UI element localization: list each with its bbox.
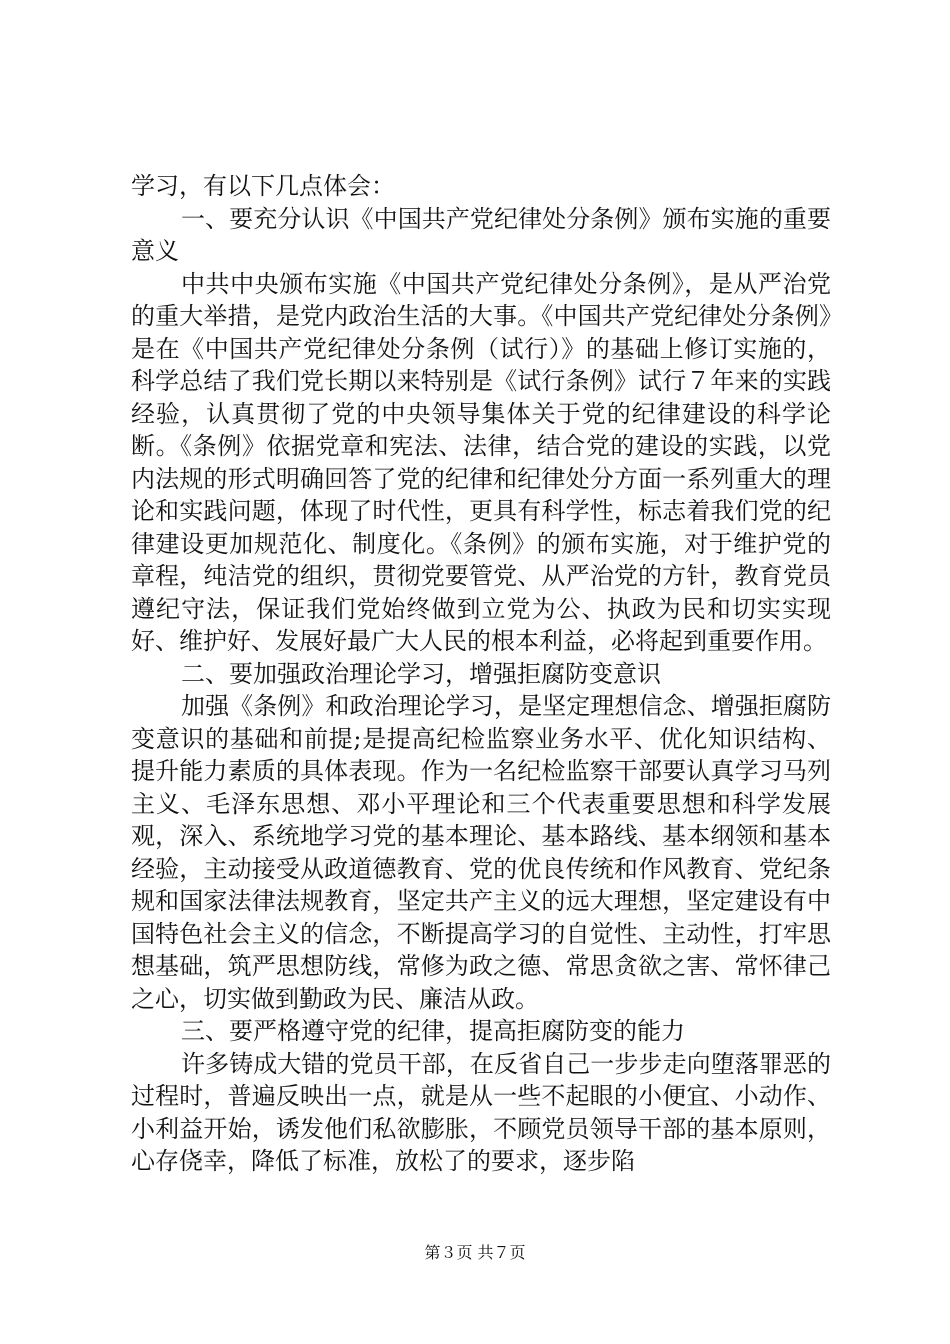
paragraph-section-one: 中共中央颁布实施《中国共产党纪律处分条例》，是从严治党的重大举措，是党内政治生活的大事。《中国共产党纪律处分条例》是在《中国共产党纪律处分条例（试行）》的基础上修订实施的，科学总结了我们党长期以来特别是《试行条例》试行７年来的实践经验，认真贯彻了党的中央领导集体关于党的纪律建设的科学论断。《条例》依据党章和宪法、法律，结合党的建设的实践，以党内法规的形式明确回答了党的纪律和纪律处分方面一系列重大的理论和实践问题，体现了时代性，更具有科学性，标志着我们党的纪律建设更加规范化、制度化。《条例》的颁布实施，对于维护党的章程，纯洁党的组织，贯彻党要管党、从严治党的方针，教育党员遵纪守法，保证我们党始终做到立党为公、执政为民和切实实现好、维护好、发展好最广大人民的根本利益，必将起到重要作用。 [131, 269, 831, 655]
paragraph-intro: 学习，有以下几点体会： [131, 172, 395, 200]
heading-section-three: 三、要严格遵守党的纪律，提高拒腐防变的能力 [181, 1017, 685, 1045]
document-body [131, 170, 831, 1178]
page-number-footer: 第３页 共７页 [424, 1243, 526, 1262]
paragraph-section-three: 许多铸成大错的党员干部，在反省自己一步步走向堕落罪恶的过程时，普遍反映出一点，就是从一些不起眼的小便宜、小动作、小利益开始，诱发他们私欲膨胀，不顾党员领导干部的基本原则，心存侥幸，降低了标准，放松了的要求，逐步陷 [131, 1049, 831, 1175]
heading-section-one: 一、要充分认识《中国共产党纪律处分条例》颁布实施的重要意义 [131, 204, 831, 265]
paragraph-section-two: 加强《条例》和政治理论学习，是坚定理想信念、增强拒腐防变意识的基础和前提;是提高纪检监察业务水平、优化知识结构、提升能力素质的具体表现。作为一名纪检监察干部要认真学习马列主义、毛泽东思想、邓小平理论和三个代表重要思想和科学发展观，深入、系统地学习党的基本理论、基本路线、基本纲领和基本经验，主动接受从政道德教育、党的优良传统和作风教育、党纪条规和国家法律法规教育，坚定共产主义的远大理想，坚定建设有中国特色社会主义的信念，不断提高学习的自觉性、主动性，打牢思想基础，筑严思想防线，常修为政之德、常思贪欲之害、常怀律己之心，切实做到勤政为民、廉洁从政。 [131, 692, 831, 1013]
heading-section-two: 二、要加强政治理论学习，增强拒腐防变意识 [181, 659, 661, 688]
